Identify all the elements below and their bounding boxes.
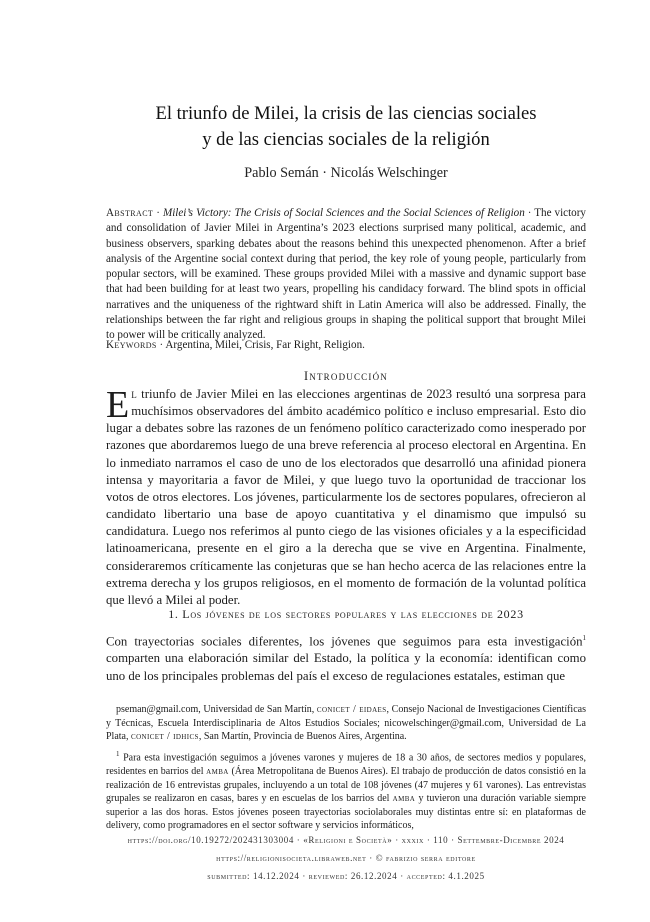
keywords-label: Keywords — [106, 339, 157, 351]
intro-first-word: l — [131, 387, 138, 401]
affiliation-org-1: conicet / eidaes — [316, 704, 387, 715]
footnote-1-text-a: Para esta investigación seguimos a jóvenes varones y mujeres de 18 a 30 años, de sectores medios y populares, residentes en barrios del — [106, 752, 586, 777]
footnote-1 — [106, 748, 586, 833]
footer-dates-line: submitted: 14.12.2024 · reviewed: 26.12.2024 · accepted: 4.1.2025 — [207, 871, 485, 881]
paper-page — [106, 0, 586, 922]
footnote-1-amba-2: amba — [392, 793, 416, 805]
drop-cap: E — [106, 384, 130, 426]
abstract-label: Abstract — [106, 207, 154, 219]
keywords — [106, 339, 586, 351]
affiliation-footnote — [106, 703, 586, 744]
keywords-text: · Argentina, Milei, Crisis, Far Right, Religion. — [156, 339, 365, 351]
paper-title — [106, 101, 586, 153]
footnote-1-amba-1: amba — [206, 765, 229, 777]
footnote-reference-1[interactable]: 1 — [582, 634, 586, 642]
abstract-body: · The victory and consolidation of Javier Milei in Argentina’s 2023 elections surprised many political, academic, and business observers, sparking debates about the reasons behind this unexpected phenomenon. After a brief analysis of the Argentine social context during that period, the key role of young people, particularly from popular sectors, will be examined. These groups provided Milei with a massive and dynamic support base that had been building for at least two years, propelling his candidacy forward. The blind spots in official narratives and the uniqueness of the rightward shift in Latin America will also be addressed. Finally, the relationships between the far right and religious groups in shaping the political support that brought Milei to power will be critically analyzed. — [106, 207, 586, 342]
intro-heading: Introducción — [304, 369, 388, 383]
affiliation-text-a: pseman@gmail.com, Universidad de San Martín, — [116, 704, 317, 715]
abstract-separator: · — [153, 207, 163, 219]
footnote-1-mark: 1 — [116, 750, 120, 758]
affiliation-text-b: , Consejo Nacional de Investigaciones Científicas y Técnicas, Escuela Interdisciplinaria de Altos Estudios Sociales; nicowelschinger@gmail.com, Universidad de La Plata, — [106, 704, 586, 743]
intro-paragraph — [106, 386, 586, 609]
section-1-text-b: comparten una elaboración similar del Estado, la política y la economía: identifican como uno de los principales problemas del país el exceso de regulaciones estatales, estiman que — [106, 651, 586, 683]
abstract-title: Milei’s Victory: The Crisis of Social Sciences and the Social Sciences of Religion — [162, 207, 525, 219]
authors: Pablo Semán · Nicolás Welschinger — [244, 165, 448, 181]
affiliation-text-c: , San Martín, Provincia de Buenos Aires, Argentina. — [198, 731, 407, 743]
footnote-1-text-b: (Área Metropolitana de Buenos Aires). El trabajo de producción de datos consistió en la realización de 16 entrevistas grupales, incluyendo a un total de 108 jóvenes (47 mujeres y 61 varones). Las entrevistas grupales se realizaron en casas, bares y en escuelas de los barrios del — [106, 765, 586, 805]
title-line-2: y de las ciencias sociales de la religión — [202, 129, 490, 150]
affiliation-org-2: conicet / idhics — [131, 731, 199, 743]
footnote-1-text-c: y tuvieron una duración variable siempre superior a las dos horas. Estos jóvenes poseen trayectorias sociolaborales muy distintas entre sí: en plataformas de delivery, como programadores en el sector software y servicios informáticos, — [106, 793, 586, 832]
intro-body: triunfo de Javier Milei en las elecciones argentinas de 2023 resultó una sorpresa para muchísimos observadores del ámbito académico político e incluso empresarial. Esto dio lugar a debates sobre las razones de un fenómeno político caracterizado como inesperado por razones que abordaremos luego de una breve referencia al proceso electoral en Argentina. En lo inmediato narramos el caso de uno de los electorados que desarrolló una afinidad pionera intensa y mayoritaria a favor de Milei, y que luego tuvo la oportunidad de traccionar los votos de otros electores. Los jóvenes, particularmente los de sectores populares, ofrecieron al candidato libertario una base de apoyo cuantitativa y el dinamismo que impulsó su candidatura. Luego nos referimos al punto ciego de las visiones oficiales y a la especificidad latinoamericana, presente en el giro a la derecha que se vive en Argentina. Finalmente, consideraremos críticamente las conjeturas que se han hecho acerca de las relaciones entre la extrema derecha y los grupos religiosos, en el momento de formación de la voluntad política que llevó a Milei al poder. — [106, 387, 586, 607]
footer-doi-line[interactable]: https://doi.org/10.19272/202431303004 · «Religioni e Società» · xxxix · 110 · Settembre-Dicembre 2024 — [127, 835, 565, 845]
abstract — [106, 206, 586, 344]
footer-website-line[interactable]: https://religionisocieta.libraweb.net · © fabrizio serra editore — [216, 853, 476, 863]
title-line-1: El triunfo de Milei, la crisis de las ciencias sociales — [155, 103, 537, 124]
section-1-paragraph — [106, 630, 586, 685]
section-1-text-a: Con trayectorias sociales diferentes, los jóvenes que seguimos para esta investigación — [106, 634, 583, 649]
section-1-heading: 1. Los jóvenes de los sectores populares y las elecciones de 2023 — [168, 607, 524, 621]
